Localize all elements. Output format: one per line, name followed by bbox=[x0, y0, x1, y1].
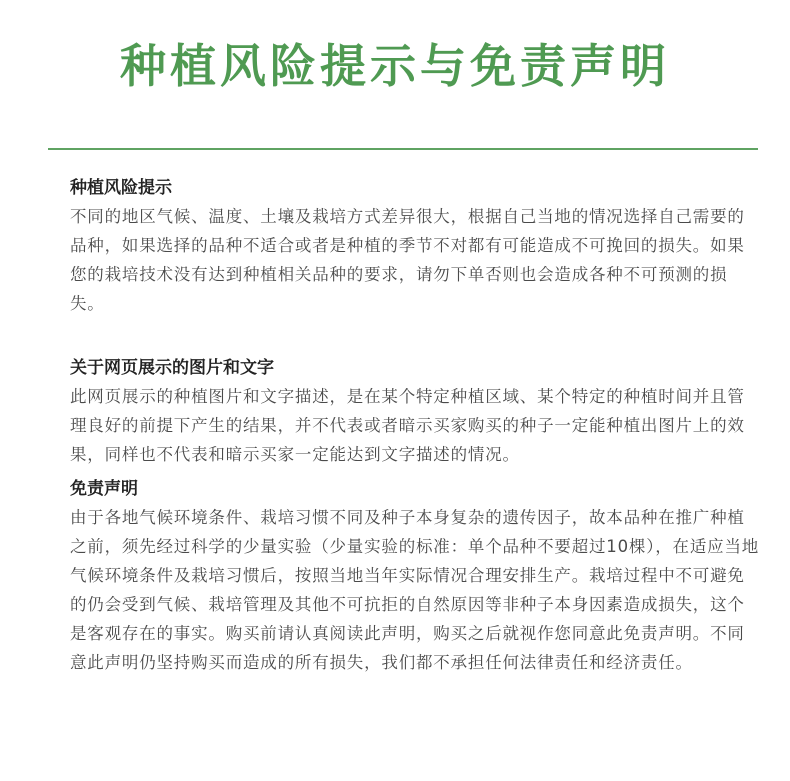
document-body bbox=[70, 174, 760, 677]
section-disclaimer bbox=[70, 475, 760, 677]
section-heading: 关于网页展示的图片和文字 bbox=[70, 358, 274, 378]
section-images-text bbox=[70, 354, 760, 469]
section-planting-risk bbox=[70, 174, 760, 318]
section-paragraph: 由于各地气候环境条件、栽培习惯不同及种子本身复杂的遗传因子，故本品种在推广种植之前，须先经过科学的少量实验（少量实验的标准：单个品种不要超过10棵），在适应当地气候环境条件及栽培习惯后，按照当地当年实际情况合理安排生产。栽培过程中不可避免的仍会受到气候、栽培管理及其他不可抗拒的自然原因等非种子本身因素造成损失，这个是客观存在的事实。购买前请认真阅读此声明，购买之后就视作您同意此免责声明。不同意此声明仍坚持购买而造成的所有损失，我们都不承担任何法律责任和经济责任。 bbox=[70, 508, 760, 672]
section-heading: 种植风险提示 bbox=[70, 178, 172, 198]
section-paragraph: 此网页展示的种植图片和文字描述，是在某个特定种植区域、某个特定的种植时间并且管理良好的前提下产生的结果，并不代表或者暗示买家购买的种子一定能种植出图片上的效果，同样也不代表和暗示买家一定能达到文字描述的情况。 bbox=[70, 387, 745, 464]
section-paragraph: 不同的地区气候、温度、土壤及栽培方式差异很大，根据自己当地的情况选择自己需要的品种，如果选择的品种不适合或者是种植的季节不对都有可能造成不可挽回的损失。如果您的栽培技术没有达到种植相关品种的要求，请勿下单否则也会造成各种不可预测的损失。 bbox=[70, 207, 745, 313]
page-title: 种植风险提示与免责声明 bbox=[120, 39, 670, 93]
section-heading: 免责声明 bbox=[70, 479, 138, 499]
title-divider bbox=[48, 148, 758, 150]
